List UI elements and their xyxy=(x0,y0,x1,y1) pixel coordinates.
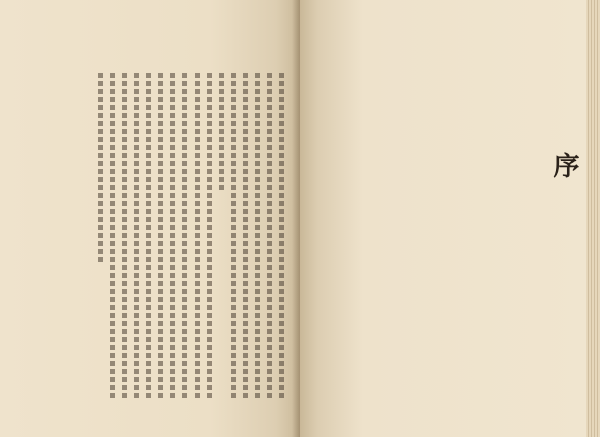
page-edges xyxy=(586,0,600,437)
text-line xyxy=(243,73,248,398)
text-line xyxy=(182,73,187,398)
text-line xyxy=(279,73,284,398)
text-line xyxy=(170,73,175,398)
text-line xyxy=(146,73,151,398)
text-line xyxy=(195,73,200,398)
text-line xyxy=(219,73,224,190)
preface-heading: 序 xyxy=(549,152,579,178)
right-page xyxy=(300,0,586,437)
text-line xyxy=(207,73,212,398)
text-line xyxy=(134,73,139,398)
text-line xyxy=(158,73,163,398)
text-line xyxy=(110,73,115,398)
text-line xyxy=(231,73,236,398)
text-line xyxy=(255,73,260,398)
body-text-columns xyxy=(98,73,284,398)
text-line xyxy=(98,73,103,262)
text-line xyxy=(267,73,272,398)
text-line xyxy=(122,73,127,398)
